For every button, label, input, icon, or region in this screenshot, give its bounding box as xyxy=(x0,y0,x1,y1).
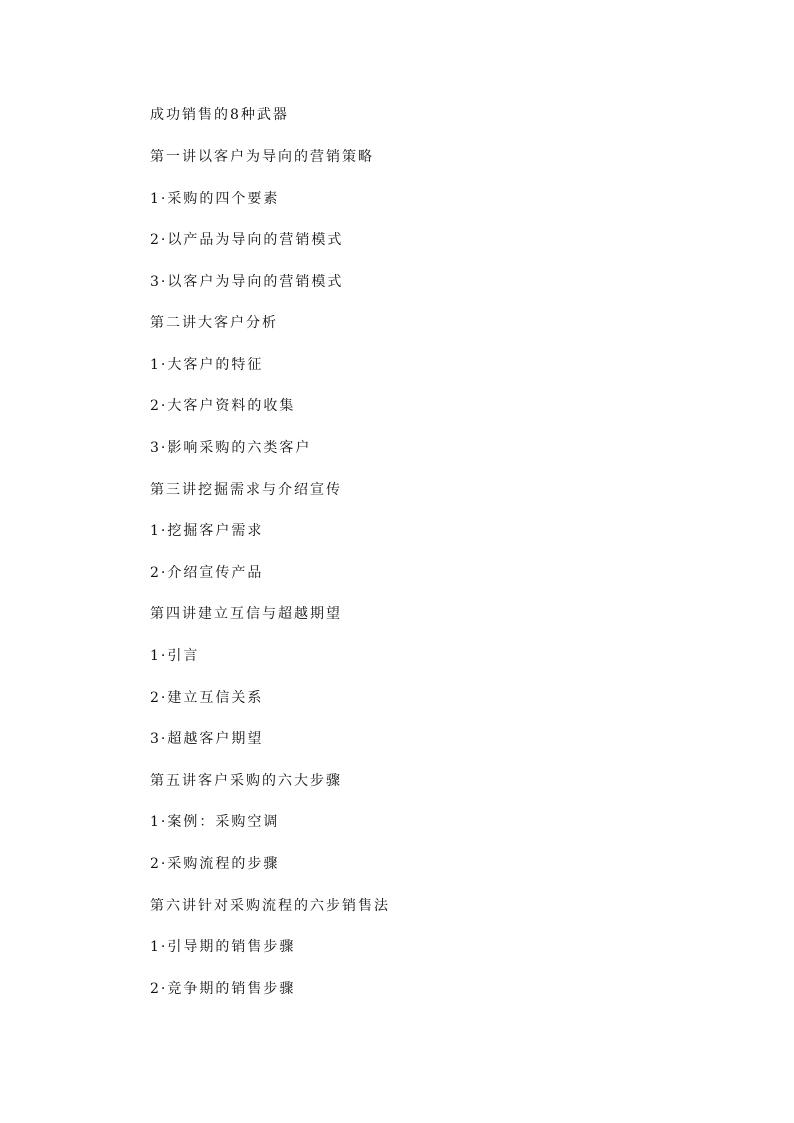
lecture-heading: 第三讲挖掘需求与介绍宣传 xyxy=(150,482,342,498)
list-item: 2·介绍宣传产品 xyxy=(150,565,264,581)
list-item: 3·以客户为导向的营销模式 xyxy=(150,274,344,290)
lecture-heading: 第一讲以客户为导向的营销策略 xyxy=(150,149,374,165)
list-item: 1·大客户的特征 xyxy=(150,357,264,373)
list-item: 1·案例：采购空调 xyxy=(150,814,280,830)
list-item: 1·引言 xyxy=(150,648,200,664)
lecture-heading: 第二讲大客户分析 xyxy=(150,315,278,331)
list-item: 1·采购的四个要素 xyxy=(150,191,280,207)
list-item: 2·采购流程的步骤 xyxy=(150,856,280,872)
list-item: 2·大客户资料的收集 xyxy=(150,398,296,414)
list-item: 3·影响采购的六类客户 xyxy=(150,440,312,456)
lecture-heading: 第五讲客户采购的六大步骤 xyxy=(150,773,342,789)
document-title: 成功销售的8种武器 xyxy=(150,107,289,123)
list-item: 3·超越客户期望 xyxy=(150,731,264,747)
lecture-heading: 第四讲建立互信与超越期望 xyxy=(150,606,342,622)
list-item: 1·挖掘客户需求 xyxy=(150,523,264,539)
list-item: 1·引导期的销售步骤 xyxy=(150,939,296,955)
list-item: 2·以产品为导向的营销模式 xyxy=(150,232,344,248)
lecture-heading: 第六讲针对采购流程的六步销售法 xyxy=(150,898,390,914)
list-item: 2·建立互信关系 xyxy=(150,690,264,706)
list-item: 2·竞争期的销售步骤 xyxy=(150,981,296,997)
